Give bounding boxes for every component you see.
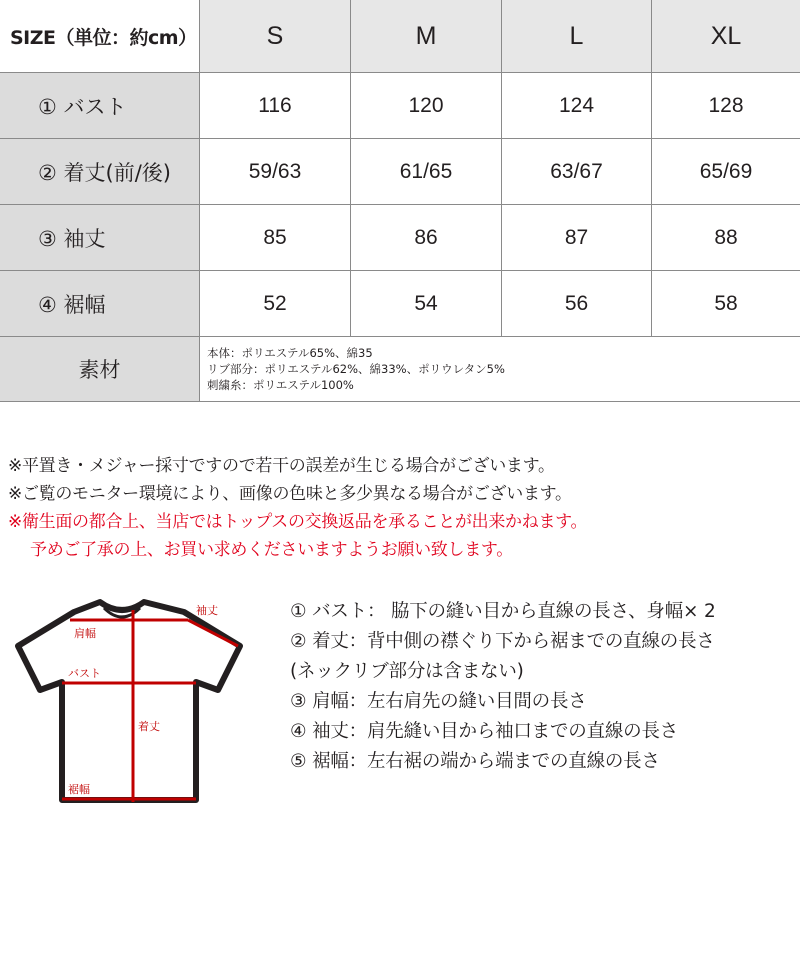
table-header-label: SIZE（単位：約cm） — [0, 0, 200, 72]
legend-item-hem: ⑤ 裾幅：左右裾の端から端までの直線の長さ — [290, 751, 660, 772]
table-cell: 52 — [263, 291, 287, 315]
table-cell: 88 — [714, 225, 738, 249]
legend-item-bust: ① バスト： 脇下の縫い目から直線の長さ、身幅× 2 — [290, 601, 716, 622]
table-row-length — [0, 138, 800, 204]
diagram-label-sleeve: 袖丈 — [196, 604, 218, 617]
note-acknowledge: 予めご了承の上、お買い求めくださいますようお願い致します。 — [30, 540, 513, 560]
row-label: ② 着丈(前/後) — [0, 139, 200, 204]
table-cell: 86 — [414, 225, 438, 249]
table-cell: 61/65 — [399, 159, 453, 183]
size-table — [0, 0, 800, 403]
table-cell: 65/69 — [699, 159, 753, 183]
size-label: XL — [710, 21, 742, 50]
size-label: S — [266, 21, 284, 50]
diagram-label-length: 着丈 — [138, 720, 160, 733]
legend-item-sleeve: ④ 袖丈：肩先縫い目から袖口までの直線の長さ — [290, 721, 679, 742]
size-column-s — [200, 0, 351, 72]
material-label: 素材 — [0, 337, 200, 401]
table-cell: 85 — [263, 225, 287, 249]
table-cell: 120 — [408, 93, 444, 117]
size-label: M — [415, 21, 437, 50]
size-column-xl — [652, 0, 800, 72]
legend-item-shoulder: ③ 肩幅：左右肩先の縫い目間の長さ — [290, 691, 587, 712]
row-label: ③ 袖丈 — [0, 205, 200, 270]
notes — [8, 452, 798, 564]
table-cell: 124 — [558, 93, 595, 117]
table-cell: 116 — [258, 93, 292, 117]
size-column-m — [351, 0, 502, 72]
table-cell: 58 — [714, 291, 738, 315]
table-cell: 87 — [564, 225, 589, 249]
legend-item-length-note: (ネックリブ部分は含まない) — [290, 661, 524, 682]
size-column-l — [502, 0, 652, 72]
material-line: 刺繍糸：ポリエステル100% — [207, 378, 354, 392]
measurement-legend — [290, 597, 795, 777]
material-line: リブ部分：ポリエステル62%、綿33%、ポリウレタン5% — [207, 362, 505, 376]
note-monitor: ※ご覧のモニター環境により、画像の色味と多少異なる場合がございます。 — [8, 484, 572, 504]
table-cell: 59/63 — [248, 159, 302, 183]
row-label: ① バスト — [0, 73, 200, 138]
note-no-returns: ※衛生面の都合上、当店ではトップスの交換返品を承ることが出来かねます。 — [8, 512, 588, 532]
tshirt-outline-icon — [12, 588, 252, 813]
diagram-label-hem: 裾幅 — [68, 783, 90, 796]
row-label: ④ 裾幅 — [0, 271, 200, 336]
size-label: L — [569, 21, 584, 50]
note-measurement: ※平置き・メジャー採寸ですので若干の誤差が生じる場合がございます。 — [8, 456, 555, 476]
tshirt-diagram — [12, 588, 252, 813]
table-cell: 54 — [414, 291, 438, 315]
table-row-hem — [0, 270, 800, 336]
material-details — [200, 337, 800, 401]
table-row-material — [0, 336, 800, 402]
table-cell: 63/67 — [550, 159, 603, 183]
material-line: 本体：ポリエステル65%、綿35 — [207, 346, 373, 360]
table-header-row — [0, 0, 800, 72]
table-cell: 128 — [708, 93, 744, 117]
legend-item-length: ② 着丈：背中側の襟ぐり下から裾までの直線の長さ — [290, 631, 715, 652]
diagram-label-bust: バスト — [68, 667, 101, 680]
table-row-sleeve — [0, 204, 800, 270]
diagram-label-shoulder: 肩幅 — [74, 627, 96, 640]
table-row-bust — [0, 72, 800, 138]
table-cell: 56 — [564, 291, 589, 315]
